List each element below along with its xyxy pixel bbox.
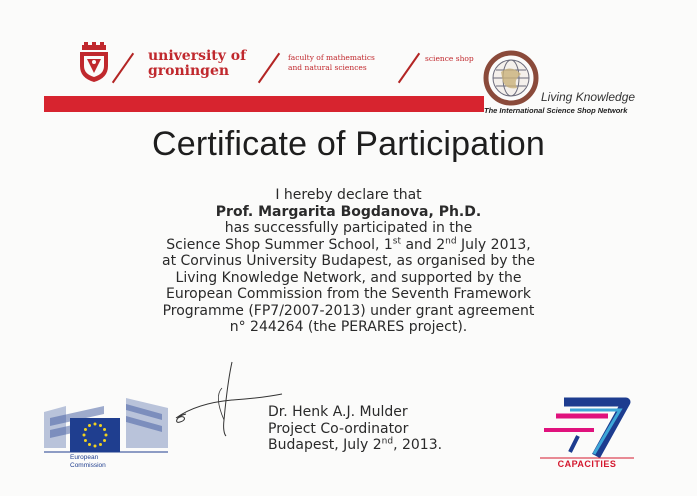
certificate-body xyxy=(60,187,637,336)
eu-star xyxy=(83,434,86,437)
eu-star xyxy=(94,423,97,426)
body-line: Living Knowledge Network, and supported by the xyxy=(175,269,522,286)
certificate-title: Certificate of Participation xyxy=(152,125,545,163)
european-commission-label: European Commission xyxy=(70,454,106,469)
signatory-role: Project Co-ordinator xyxy=(268,420,409,437)
recipient-name: Prof. Margarita Bogdanova, Ph.D. xyxy=(215,203,482,220)
body-line: at Corvinus University Budapest, as organised by the xyxy=(162,253,535,269)
eu-star xyxy=(103,428,106,431)
declaration-line: I hereby declare that xyxy=(275,187,422,203)
university-crest-icon xyxy=(78,42,110,82)
eu-star xyxy=(94,445,97,448)
header-red-bar xyxy=(44,96,484,112)
place-date: Budapest, July 2nd, 2013. xyxy=(268,436,443,453)
divider-slash xyxy=(112,53,134,84)
signatory-block xyxy=(268,404,442,454)
eu-star xyxy=(105,434,108,437)
body-line: has successfully participated in the xyxy=(224,220,473,236)
science-shop-label: science shop xyxy=(425,54,474,63)
divider-slash xyxy=(258,53,280,84)
faculty-name: faculty of mathematics and natural sciences xyxy=(288,53,375,72)
body-line: Programme (FP7/2007-2013) under grant agreement xyxy=(162,302,535,319)
eu-star xyxy=(88,424,91,427)
network-tagline: The International Science Shop Network xyxy=(484,106,628,115)
network-name: Living Knowledge xyxy=(541,90,636,104)
divider-slash xyxy=(398,53,420,84)
fp7-capacities-logo-icon xyxy=(534,396,640,468)
university-name: university of groningen xyxy=(148,48,247,79)
eu-star xyxy=(88,443,91,446)
european-commission-logo-icon xyxy=(44,398,168,472)
eu-star xyxy=(99,443,102,446)
capacities-label: CAPACITIES xyxy=(557,459,617,469)
body-line: European Commission from the Seventh Framework xyxy=(165,286,532,302)
eu-star xyxy=(84,428,87,431)
eu-star xyxy=(103,439,106,442)
event-line: Science Shop Summer School, 1st and 2nd July 2013, xyxy=(166,235,531,253)
eu-star xyxy=(99,424,102,427)
signatory-name: Dr. Henk A.J. Mulder xyxy=(268,404,408,420)
living-knowledge-globe-icon xyxy=(483,50,539,106)
body-line: n° 244264 (the PERARES project). xyxy=(229,319,468,335)
eu-star xyxy=(84,439,87,442)
